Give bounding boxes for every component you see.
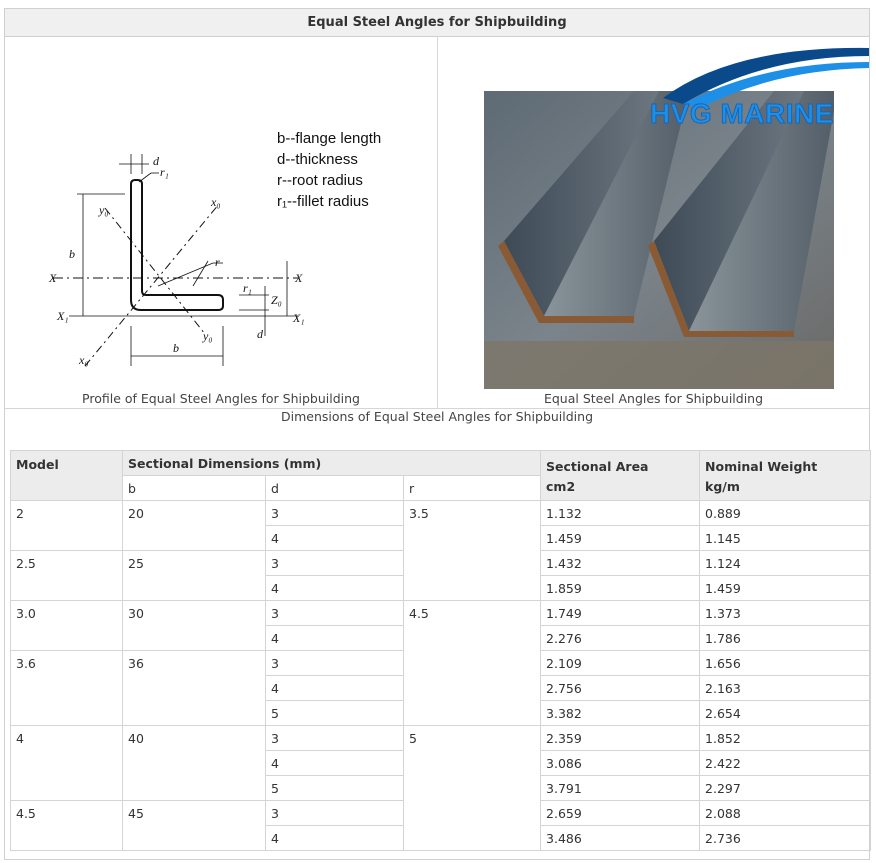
label-x0-bottom: x₀	[79, 353, 89, 367]
label-d-right: d	[257, 327, 263, 341]
profile-image-cell	[5, 36, 438, 408]
header-sectional-dimensions: Sectional Dimensions (mm)	[123, 451, 541, 476]
cell-d: 4	[266, 526, 404, 551]
label-r1-toe: r₁	[243, 281, 252, 295]
cell-weight: 1.145	[700, 526, 871, 551]
cell-model: 3.0	[11, 601, 123, 651]
cell-d: 3	[266, 601, 404, 626]
cell-area: 3.791	[541, 776, 700, 801]
cell-d: 3	[266, 801, 404, 826]
cell-d: 5	[266, 776, 404, 801]
cell-weight: 1.852	[700, 726, 871, 751]
cell-b: 40	[123, 726, 266, 801]
cell-weight: 2.736	[700, 826, 871, 851]
cell-r: 5	[404, 726, 541, 851]
table-caption: Dimensions of Equal Steel Angles for Shipbuilding	[280, 409, 594, 424]
header-area-unit: cm2	[546, 479, 576, 494]
legend-item: r₁--fillet radius	[277, 193, 369, 210]
cell-b: 30	[123, 601, 266, 651]
cell-area: 2.756	[541, 676, 700, 701]
cell-weight: 0.889	[700, 501, 871, 526]
cell-weight: 1.656	[700, 651, 871, 676]
cell-weight: 1.459	[700, 576, 871, 601]
cell-d: 3	[266, 651, 404, 676]
cell-b: 25	[123, 551, 266, 601]
label-y0-top: y₀	[99, 203, 109, 217]
cell-model: 2	[11, 501, 123, 551]
header-d: d	[266, 476, 404, 501]
cell-weight: 1.373	[700, 601, 871, 626]
content-frame	[4, 8, 870, 860]
label-r1-top: r₁	[160, 165, 169, 179]
cell-b: 20	[123, 501, 266, 551]
cell-d: 4	[266, 751, 404, 776]
header-model: Model	[11, 451, 123, 501]
table-row	[11, 601, 871, 626]
cell-d: 4	[266, 826, 404, 851]
dimensions-table	[10, 450, 871, 851]
cell-d: 3	[266, 726, 404, 751]
cell-d: 4	[266, 626, 404, 651]
cell-model: 2.5	[11, 551, 123, 601]
profile-caption: Profile of Equal Steel Angles for Shipbuilding	[82, 391, 360, 406]
cell-weight: 1.786	[700, 626, 871, 651]
angle-outline	[131, 180, 223, 310]
cell-area: 2.109	[541, 651, 700, 676]
cell-model: 4	[11, 726, 123, 801]
cell-area: 3.086	[541, 751, 700, 776]
logo-text: HVG MARINE	[650, 98, 834, 129]
cell-area: 2.276	[541, 626, 700, 651]
label-d-top: d	[153, 154, 159, 168]
label-x0-top: x₀	[211, 195, 221, 209]
table-row	[11, 501, 871, 526]
label-x1-left: X₁	[57, 309, 69, 323]
cell-area: 1.749	[541, 601, 700, 626]
label-x-left: X	[49, 271, 57, 285]
photo-caption: Equal Steel Angles for Shipbuilding	[543, 391, 764, 406]
cell-d: 3	[266, 551, 404, 576]
cell-area: 1.432	[541, 551, 700, 576]
header-b: b	[123, 476, 266, 501]
angle-profile-diagram	[43, 116, 305, 386]
cell-weight: 2.422	[700, 751, 871, 776]
label-y0-bottom: y₀	[203, 329, 213, 343]
image-row	[5, 36, 869, 409]
legend-item: d--thickness	[277, 151, 358, 168]
cell-d: 3	[266, 501, 404, 526]
label-r: r	[215, 255, 220, 269]
cell-area: 3.486	[541, 826, 700, 851]
cell-area: 1.132	[541, 501, 700, 526]
header-r: r	[404, 476, 541, 501]
header-sectional-area	[541, 451, 700, 501]
cell-r: 4.5	[404, 601, 541, 726]
cell-weight: 2.297	[700, 776, 871, 801]
label-b-bottom: b	[173, 341, 179, 355]
header-weight-unit: kg/m	[705, 479, 740, 494]
cell-area: 2.659	[541, 801, 700, 826]
cell-d: 4	[266, 576, 404, 601]
cell-b: 45	[123, 801, 266, 851]
cell-area: 2.359	[541, 726, 700, 751]
cell-area: 3.382	[541, 701, 700, 726]
header-area-label: Sectional Area	[546, 459, 649, 474]
cell-weight: 2.654	[700, 701, 871, 726]
cell-area: 1.859	[541, 576, 700, 601]
header-nominal-weight	[700, 451, 871, 501]
cell-model: 4.5	[11, 801, 123, 851]
diagram-legend	[277, 128, 381, 212]
cell-weight: 2.163	[700, 676, 871, 701]
label-z0: Z₀	[271, 293, 282, 307]
cell-b: 36	[123, 651, 266, 726]
cell-d: 5	[266, 701, 404, 726]
cell-weight: 2.088	[700, 801, 871, 826]
cell-r: 3.5	[404, 501, 541, 601]
legend-item: r--root radius	[277, 172, 363, 189]
table-row	[11, 726, 871, 751]
cell-d: 4	[266, 676, 404, 701]
photo-image-cell	[438, 36, 869, 408]
page-title: Equal Steel Angles for Shipbuilding	[5, 9, 869, 37]
cell-model: 3.6	[11, 651, 123, 726]
legend-item: b--flange length	[277, 130, 382, 147]
cell-area: 1.459	[541, 526, 700, 551]
label-x1-right: X₁	[293, 311, 305, 325]
label-x-right: X	[295, 271, 303, 285]
cell-weight: 1.124	[700, 551, 871, 576]
label-b-side: b	[69, 247, 75, 261]
header-weight-label: Nominal Weight	[705, 459, 818, 474]
